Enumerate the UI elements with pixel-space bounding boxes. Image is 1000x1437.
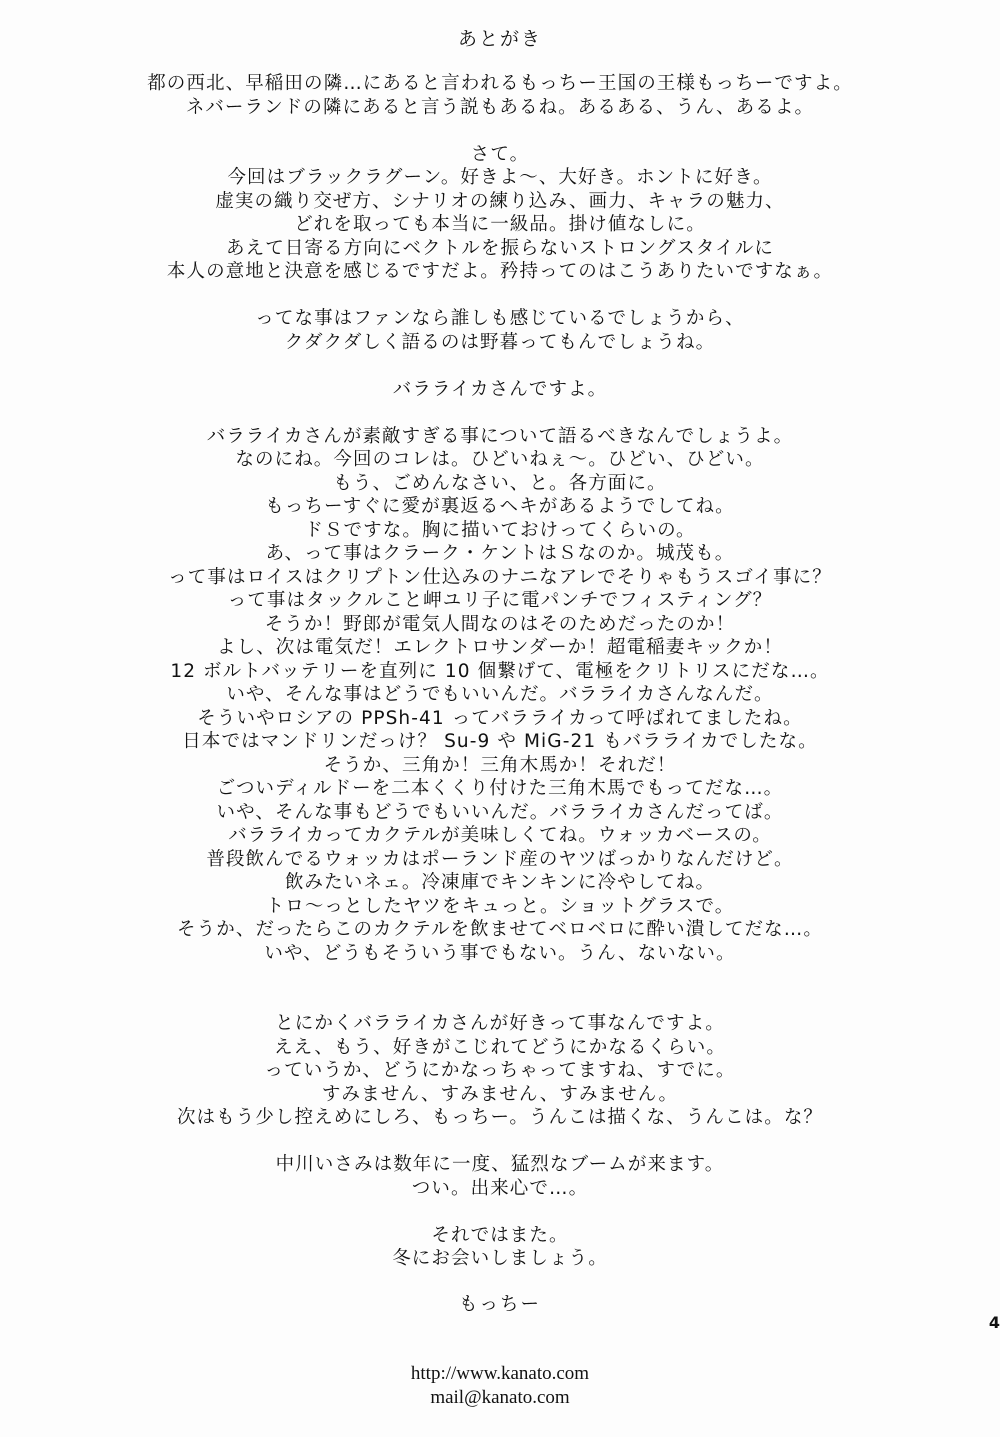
text-line: クダクダしく語るのは野暮ってもんでしょうね。 xyxy=(284,331,716,353)
text-line: そうか、だったらこのカクテルを飲ませてベロベロに酔い潰してだな…。 xyxy=(177,919,823,940)
text-line: って事はタックルこと岬ユリ子に電パンチでフィスティング？ xyxy=(227,590,773,611)
email-address[interactable]: mail@kanato.com xyxy=(430,1387,570,1408)
text-line: 飲みたいネェ。冷凍庫でキンキンに冷やしてね。 xyxy=(284,872,716,893)
text-line: いや、そんな事もどうでもいいんだ。バラライカさんだってば。 xyxy=(216,801,784,823)
text-line: トロ～っとしたヤツをキュっと。ショットグラスで。 xyxy=(265,895,735,917)
text-line: 都の西北、早稲田の隣…にあると言われるもっちー王国の王様もっちーですよ。 xyxy=(147,73,853,94)
paragraph-nakagawa xyxy=(30,1153,970,1200)
text-line: バラライカってカクテルが美味しくてね。ウォッカベースの。 xyxy=(228,825,772,846)
text-line: そうか、三角か！三角木馬か！それだ！ xyxy=(323,754,677,776)
text-line: 冬にお会いしましょう。 xyxy=(392,1248,608,1269)
text-line: 普段飲んでるウォッカはポーランド産のヤツばっかりなんだけど。 xyxy=(206,848,794,870)
text-line: 12 ボルトバッテリーを直列に 10 個繋げて、電極をクリトリスにだな…。 xyxy=(170,660,830,682)
text-line: さて。 xyxy=(470,143,530,165)
text-line: 日本ではマンドリンだっけ？ Su-9 や MiG-21 もバラライカでしたな。 xyxy=(182,731,818,752)
afterword-body xyxy=(30,72,970,1294)
page-title: あとがき xyxy=(457,28,542,50)
paragraph-black-lagoon xyxy=(30,143,970,284)
text-line: っていうか、どうにかなっちゃってますね、すでに。 xyxy=(264,1060,736,1081)
text-line: とにかくバラライカさんが好きって事なんですよ。 xyxy=(275,1013,725,1034)
page-number: 4 xyxy=(988,1313,1000,1332)
text-line: ってな事はファンなら誰しも感じているでしょうから、 xyxy=(255,308,745,329)
text-line: すみません、すみません、すみません。 xyxy=(321,1083,679,1105)
text-line: もっちーすぐに愛が裏返るヘキがあるようでしてね。 xyxy=(265,496,735,517)
text-line: それではまた。 xyxy=(431,1224,569,1246)
paragraph-conclusion xyxy=(30,1012,970,1130)
paragraph-balalaika-main xyxy=(30,425,970,989)
text-line: 今回はブラックラグーン。好きよ～、大好き。ホントに好き。 xyxy=(227,167,773,188)
text-line: よし、次は電気だ！エレクトロサンダーか！超電稲妻キックか！ xyxy=(217,637,783,658)
text-line: どれを取っても本当に一級品。掛け値なしに。 xyxy=(294,214,706,235)
paragraph-farewell xyxy=(30,1224,970,1271)
paragraph-balalaika-heading xyxy=(30,378,970,402)
text-line: 虚実の織り交ぜ方、シナリオの練り込み、画力、キャラの魅力、 xyxy=(215,190,785,212)
text-line: なのにね。今回のコレは。ひどいねぇ～。ひどい、ひどい。 xyxy=(235,449,765,470)
text-line xyxy=(30,965,970,989)
text-line: ドＳですな。胸に描いておけってくらいの。 xyxy=(304,519,696,541)
paragraph-fans xyxy=(30,307,970,354)
text-line: 次はもう少し控えめにしろ、もっちー。うんこは描くな、うんこは。な？ xyxy=(176,1107,824,1128)
text-line: あえて日寄る方向にベクトルを振らないストロングスタイルに xyxy=(226,237,774,259)
text-line: そうか！野郎が電気人間なのはそのためだったのか！ xyxy=(264,613,736,635)
text-line: ネバーランドの隣にあると言う説もあるね。あるある、うん、あるよ。 xyxy=(185,96,815,118)
text-line: 中川いさみは数年に一度、猛烈なブームが来ます。 xyxy=(275,1154,725,1175)
text-line: って事はロイスはクリプトン仕込みのナニなアレでそりゃもうスゴイ事に？ xyxy=(168,566,832,588)
text-line: バラライカさんが素敵すぎる事について語るべきなんでしょうよ。 xyxy=(206,425,794,447)
website-url[interactable]: http://www.kanato.com xyxy=(410,1363,590,1384)
author-signature: もっちー xyxy=(458,1294,541,1315)
text-line: いや、そんな事はどうでもいいんだ。バラライカさんなんだ。 xyxy=(226,684,774,705)
text-line: あ、って事はクラーク・ケントはＳなのか。城茂も。 xyxy=(265,543,735,564)
text-line: もう、ごめんなさい、と。各方面に。 xyxy=(333,472,667,494)
contact-links xyxy=(0,1362,1000,1410)
text-line: つい。出来心で…。 xyxy=(411,1177,589,1199)
text-line: いや、どうもそういう事でもない。うん、ないない。 xyxy=(264,942,736,964)
text-line: ええ、もう、好きがこじれてどうにかなるくらい。 xyxy=(274,1036,726,1058)
text-line: そういやロシアの PPSh-41 ってバラライカって呼ばれてましたね。 xyxy=(197,707,803,729)
text-line: バラライカさんですよ。 xyxy=(392,378,608,400)
text-line: 本人の意地と決意を感じるですだよ。矜持ってのはこうありたいですなぁ。 xyxy=(166,261,834,282)
text-line: ごついディルドーを二本くくり付けた三角木馬でもってだな…。 xyxy=(216,778,784,799)
paragraph-intro xyxy=(30,72,970,119)
